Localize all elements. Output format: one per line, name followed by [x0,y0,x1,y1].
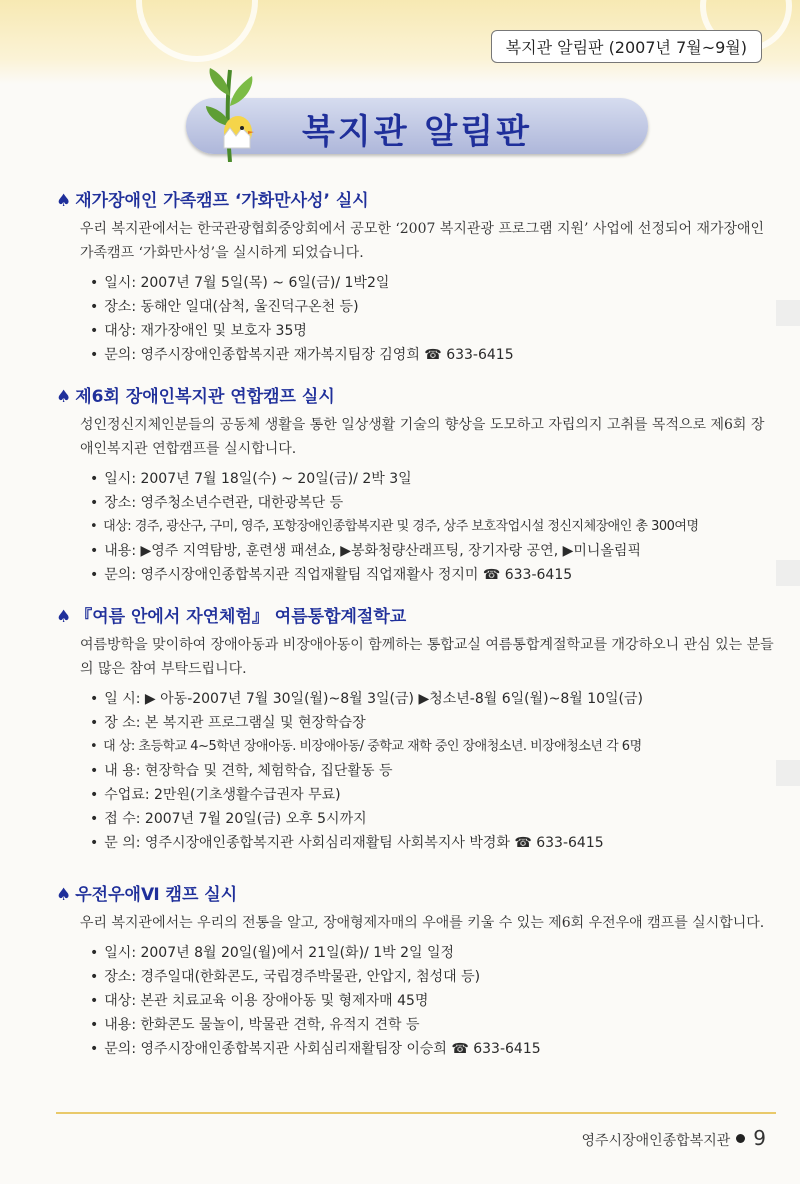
list-item: • 장 소: 본 복지관 프로그램실 및 현장학습장 [90,711,776,735]
list-item: • 일 시: ▶ 아동-2007년 7월 30일(월)~8월 3일(금) ▶청소년-8월 6일(월)~8월 10일(금) [90,687,776,711]
notice-section-family-camp [56,186,776,367]
list-item: • 장소: 경주일대(한화콘도, 국립경주박물관, 안압지, 첨성대 등) [90,965,776,989]
list-item: • 내용: 한화콘도 물놀이, 박물관 견학, 유적지 견학 등 [90,1013,776,1037]
section-title: ♠ 우전우애Ⅵ 캠프 실시 [56,885,238,905]
section-title: ♠ 재가장애인 가족캠프 ‘가화만사성’ 실시 [56,191,369,211]
list-item: • 문 의: 영주시장애인종합복지관 사회심리재활팀 사회복지사 박경화 ☎ 633-6415 [90,831,776,855]
spade-icon: ♠ [56,387,72,407]
list-item: • 내용: ▶영주 지역탐방, 훈련생 패션쇼, ▶봉화청량산래프팅, 장기자랑 공연, ▶미니올림픽 [90,539,776,563]
page-edge-shadow [776,300,800,326]
footer [582,1126,767,1150]
list-item: • 문의: 영주시장애인종합복지관 사회심리재활팀장 이승희 ☎ 633-6415 [90,1037,776,1061]
detail-list [56,687,776,855]
footer-org: 영주시장애인종합복지관 [581,1133,731,1149]
list-item: • 장소: 영주청소년수련관, 대한광복단 등 [90,491,776,515]
list-item: • 내 용: 현장학습 및 견학, 체험학습, 집단활동 등 [90,759,776,783]
list-item: • 일시: 2007년 7월 5일(목) ~ 6일(금)/ 1박2일 [90,271,776,295]
page-edge-shadow [776,760,800,786]
spade-icon: ♠ [56,607,72,627]
list-item: • 대상: 본관 치료교육 이용 장애아동 및 형제자매 45명 [90,989,776,1013]
detail-list [56,467,776,587]
section-intro: 우리 복지관에서는 우리의 전통을 알고, 장애형제자매의 우애를 키울 수 있는 제6회 우전우애 캠프를 실시합니다. [80,915,765,931]
notice-section-summer-school [56,602,776,855]
list-item: • 일시: 2007년 8월 20일(월)에서 21일(화)/ 1박 2일 일정 [90,941,776,965]
section-intro: 우리 복지관에서는 한국관광협회중앙회에서 공모한 ‘2007 복지관광 프로그램 지원’ 사업에 선정되어 재가장애인 가족캠프 ‘가화만사성’을 실시하게 되었습니다. [80,221,765,261]
list-item: • 장소: 동해안 일대(삼척, 울진덕구온천 등) [90,295,776,319]
spade-icon: ♠ [56,885,72,905]
list-item: • 대상: 재가장애인 및 보호자 35명 [90,319,776,343]
detail-list [56,271,776,367]
section-title: ♠ 제6회 장애인복지관 연합캠프 실시 [56,387,335,407]
list-item: • 접 수: 2007년 7월 20일(금) 오후 5시까지 [90,807,776,831]
section-intro: 성인정신지체인분들의 공동체 생활을 통한 일상생활 기술의 향상을 도모하고 자립의지 고취를 목적으로 제6회 장애인복지관 연합캠프를 실시합니다. [80,417,765,457]
list-item: • 문의: 영주시장애인종합복지관 재가복지팀장 김영희 ☎ 633-6415 [90,343,776,367]
page-title: 복지관 알림판 [302,112,532,152]
section-intro: 여름방학을 맞이하여 장애아동과 비장애아동이 함께하는 통합교실 여름통합계절학교를 개강하오니 관심 있는 분들의 많은 참여 부탁드립니다. [80,637,774,677]
list-item: • 일시: 2007년 7월 18일(수) ~ 20일(금)/ 2박 3일 [90,467,776,491]
section-title: ♠ 『여름 안에서 자연체험』 여름통합계절학교 [56,607,407,627]
page-number: 9 [753,1126,766,1150]
spade-icon: ♠ [56,191,72,211]
sprout-chick-icon [200,66,260,162]
list-item: • 대 상: 초등학교 4~5학년 장애아동. 비장애아동/ 중학교 재학 중인 장애청소년. 비장애청소년 각 6명 [90,735,776,759]
notice-section-joint-camp [56,382,776,587]
list-item: • 대상: 경주, 광산구, 구미, 영주, 포항장애인종합복지관 및 경주, 상주 보호작업시설 정신지체장애인 총 300여명 [90,515,776,539]
footer-divider [56,1112,776,1114]
notice-section-sibling-camp [56,880,776,1061]
header-badge: 복지관 알림판 (2007년 7월~9월) [491,30,762,63]
page-edge-shadow [776,560,800,586]
detail-list [56,941,776,1061]
list-item: • 수업료: 2만원(기초생활수급권자 무료) [90,783,776,807]
bullet-dot-icon [736,1134,745,1143]
list-item: • 문의: 영주시장애인종합복지관 직업재활팀 직업재활사 정지미 ☎ 633-6415 [90,563,776,587]
